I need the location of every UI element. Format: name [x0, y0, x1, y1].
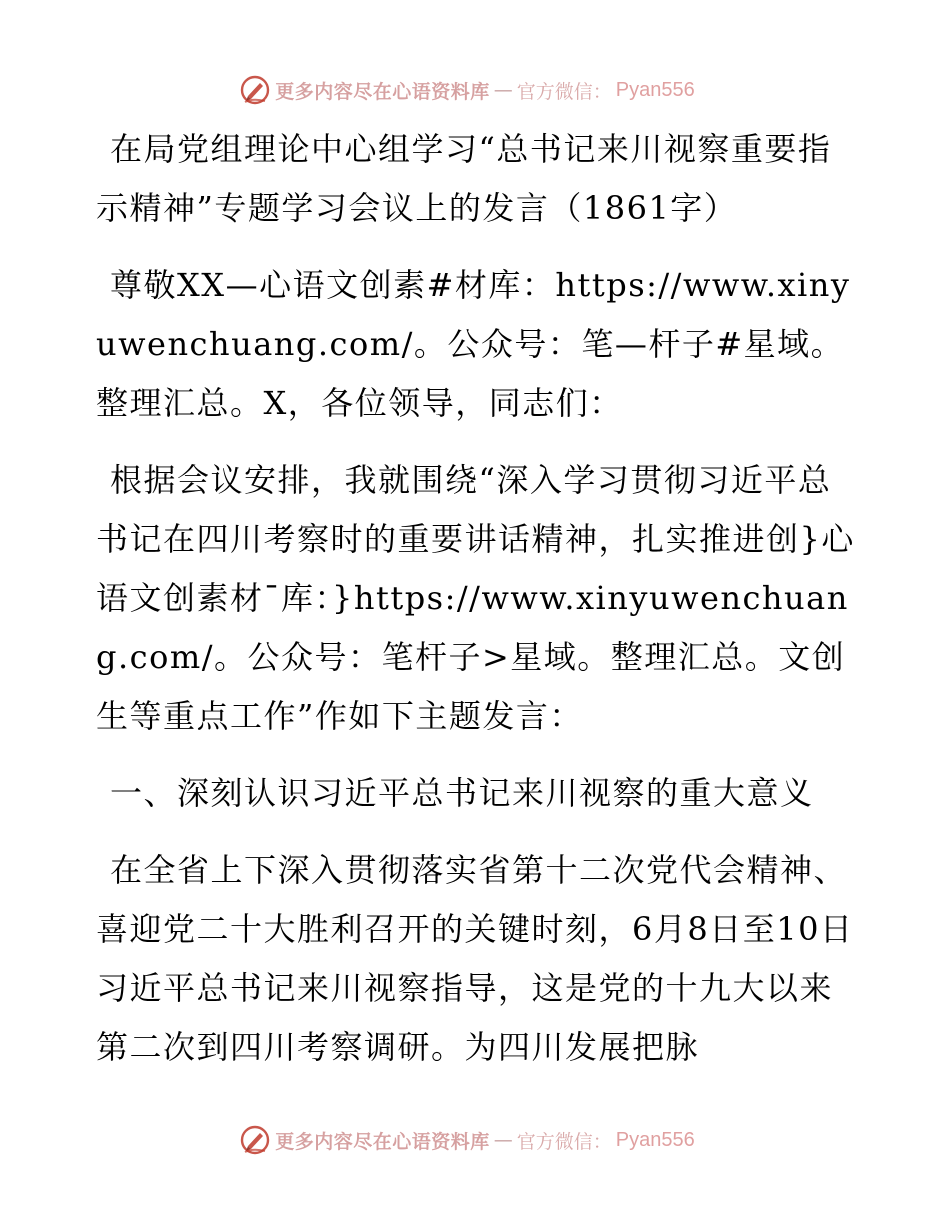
pen-logo-icon	[239, 1124, 271, 1156]
paragraph-body: 在全省上下深入贯彻落实省第十二次党代会精神、喜迎党二十大胜利召开的关键时刻，6月8日至10日习近平总书记来川视察指导，这是党的十九大以来第二次到四川考察调研。为四川发展把脉	[96, 851, 854, 1066]
footer-watermark-banner	[0, 1122, 950, 1158]
document-title: 在局党组理论中心组学习“总书记来川视察重要指示精神”专题学习会议上的发言（1861字）	[96, 130, 832, 227]
banner-brand-text: 更多内容尽在心语资料库	[275, 80, 490, 103]
banner-wechat-id: Pyan556	[615, 78, 695, 101]
banner-wechat-label: 官方微信：	[516, 80, 612, 103]
section-heading-one: 一、深刻认识习近平总书记来川视察的重大意义	[110, 774, 814, 812]
banner-separator: —	[493, 79, 513, 101]
banner-wechat-id: Pyan556	[615, 1128, 695, 1151]
pen-logo-icon	[239, 74, 271, 106]
paragraph-salutation: 尊敬XX—心语文创素#材库：https://www.xinyuwenchuang.com/。公众号：笔—杆子#星域。整理汇总。X，各位领导，同志们：	[96, 266, 851, 422]
paragraph-intro: 根据会议安排，我就围绕“深入学习贯彻习近平总书记在四川考察时的重要讲话精神，扎实推进创}心语文创素材¯库：}https://www.xinyuwenchuang.com/。公众号：笔杆子>星域。整理汇总。文创生等重点工作”作如下主题发言：	[96, 461, 855, 735]
header-watermark-banner	[0, 72, 950, 108]
banner-wechat-label: 官方微信：	[516, 1130, 612, 1153]
banner-brand-text: 更多内容尽在心语资料库	[275, 1130, 490, 1153]
document-body	[96, 120, 856, 1095]
banner-separator: —	[493, 1129, 513, 1151]
